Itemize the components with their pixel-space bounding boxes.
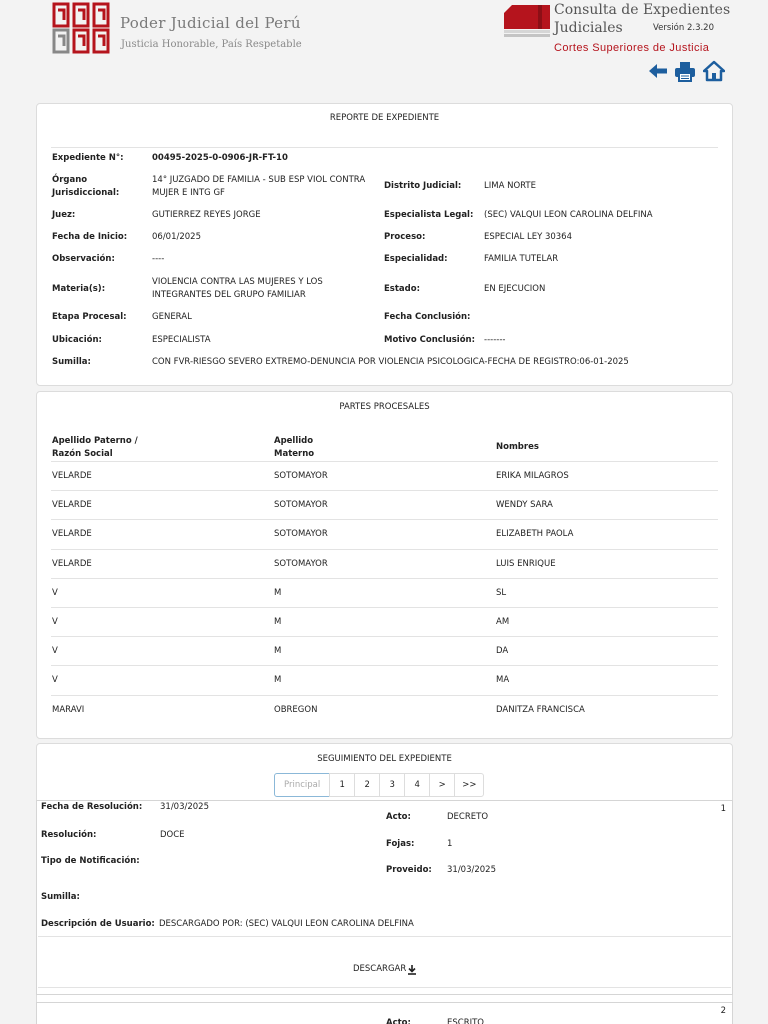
acto-value: DECRETO	[447, 812, 489, 822]
juez-label: Juez:	[52, 210, 76, 220]
page-3[interactable]: 3	[379, 773, 405, 797]
seguimiento-entry-2	[36, 1002, 733, 1024]
cell-nombres: DANITZA FRANCISCA	[496, 704, 585, 715]
cell-apellido-materno: OBREGON	[274, 704, 318, 715]
descripcion-usuario-label: Descripción de Usuario:	[41, 919, 155, 929]
cell-nombres: MA	[496, 675, 510, 686]
page-2[interactable]: 2	[354, 773, 380, 797]
cell-apellido-materno: M	[274, 646, 282, 657]
organo-value: 14° JUZGADO DE FAMILIA - SUB ESP VIOL CONTRA MUJER E INTG GF	[152, 175, 366, 198]
cell-nombres: AM	[496, 617, 510, 627]
cell-apellido-paterno: VELARDE	[52, 500, 92, 511]
juez-value: GUTIERREZ REYES JORGE	[152, 210, 261, 220]
page-last[interactable]: >>	[454, 773, 484, 797]
fojas-label: Fojas:	[386, 839, 415, 849]
home-icon[interactable]	[703, 60, 725, 82]
especialidad-label: Especialidad:	[384, 254, 448, 264]
especialidad-value: FAMILIA TUTELAR	[484, 254, 559, 264]
col-nombres: Nombres	[496, 442, 539, 452]
download-area	[38, 936, 731, 988]
etapa-label: Etapa Procesal:	[52, 312, 127, 322]
materia-value: VIOLENCIA CONTRA LAS MUJERES Y LOS INTEGRANTES DEL GRUPO FAMILIAR	[152, 277, 323, 300]
expediente-label: Expediente N°:	[52, 153, 124, 163]
cortes-superiores-label: Cortes Superiores de Justicia	[554, 42, 710, 54]
app-title-line2: Judiciales	[554, 20, 623, 36]
expediente-value: 00495-2025-0-0906-JR-FT-10	[152, 153, 288, 163]
table-row	[51, 490, 718, 519]
cell-apellido-paterno: MARAVI	[52, 704, 85, 715]
organo-label: Órgano Jurisdiccional:	[52, 175, 120, 198]
fecha-conclusion-label: Fecha Conclusión:	[384, 312, 471, 322]
fojas-value: 1	[447, 839, 453, 849]
table-row	[51, 636, 718, 665]
page-next[interactable]: >	[429, 773, 455, 797]
especialista-value: (SEC) VALQUI LEON CAROLINA DELFINA	[484, 210, 653, 220]
table-row	[51, 519, 718, 548]
app-title-line1: Consulta de Expedientes	[554, 2, 731, 18]
acto-label: Acto:	[386, 812, 411, 822]
page-4[interactable]: 4	[404, 773, 430, 797]
proveido-value: 31/03/2025	[447, 865, 496, 875]
poder-judicial-logo	[52, 2, 110, 54]
resolucion-label: Resolución:	[41, 830, 97, 840]
proceso-value: ESPECIAL LEY 30364	[484, 232, 572, 242]
entry-number: 1	[720, 804, 726, 814]
sumilla-seg-label: Sumilla:	[41, 892, 80, 902]
cell-nombres: DA	[496, 646, 509, 657]
cell-apellido-paterno: V	[52, 587, 58, 598]
print-icon[interactable]	[674, 60, 696, 82]
cell-apellido-paterno: VELARDE	[52, 558, 92, 569]
distrito-label: Distrito Judicial:	[384, 181, 462, 191]
divider	[51, 147, 718, 148]
page-1[interactable]: 1	[329, 773, 355, 797]
motivo-conclusion-label: Motivo Conclusión:	[384, 335, 476, 345]
cell-apellido-materno: M	[274, 617, 282, 627]
sumilla-label: Sumilla:	[52, 357, 91, 367]
ubicacion-label: Ubicación:	[52, 335, 102, 345]
acto-label: Acto:	[386, 1018, 411, 1024]
col-apellido-materno: Apellido Materno	[274, 436, 315, 459]
page-principal[interactable]: Principal	[274, 773, 330, 797]
reporte-panel	[36, 103, 733, 386]
fecha-inicio-value: 06/01/2025	[152, 232, 201, 242]
cell-nombres: WENDY SARA	[496, 500, 553, 511]
fecha-resolucion-label: Fecha de Resolución:	[41, 802, 143, 812]
org-slogan: Justicia Honorable, País Respetable	[121, 39, 302, 50]
cell-nombres: ELIZABETH PAOLA	[496, 529, 574, 540]
col-apellido-paterno: Apellido Paterno / Razón Social	[52, 436, 138, 459]
ubicacion-value: ESPECIALISTA	[152, 335, 211, 345]
cell-apellido-materno: M	[274, 675, 282, 686]
table-row	[51, 607, 718, 636]
sumilla-value: CON FVR-RIESGO SEVERO EXTREMO-DENUNCIA POR VIOLENCIA PSICOLOGICA-FECHA DE REGISTRO:06-01-2025	[152, 357, 629, 367]
table-row	[51, 549, 718, 578]
cell-apellido-paterno: VELARDE	[52, 529, 92, 540]
tipo-notificacion-label: Tipo de Notificación:	[41, 856, 140, 866]
proceso-label: Proceso:	[384, 232, 426, 242]
table-row	[51, 665, 718, 694]
proveido-label: Proveido:	[386, 865, 432, 875]
app-version: Versión 2.3.20	[653, 23, 714, 33]
cell-apellido-paterno: V	[52, 617, 58, 627]
cell-apellido-paterno: V	[52, 646, 58, 657]
descargar-button[interactable]	[353, 962, 417, 975]
org-title: Poder Judicial del Perú	[120, 14, 301, 32]
partes-title: PARTES PROCESALES	[339, 402, 430, 412]
descargar-label: DESCARGAR	[353, 963, 407, 974]
distrito-value: LIMA NORTE	[484, 181, 536, 191]
back-arrow-icon[interactable]	[647, 60, 669, 82]
fecha-resolucion-value: 31/03/2025	[160, 802, 209, 812]
observacion-value: ----	[152, 254, 165, 264]
table-row	[51, 695, 718, 724]
cell-apellido-materno: SOTOMAYOR	[274, 558, 328, 569]
cell-apellido-materno: SOTOMAYOR	[274, 529, 328, 540]
resolucion-value: DOCE	[160, 830, 185, 840]
partes-panel	[36, 391, 733, 739]
cej-logo	[502, 3, 552, 39]
cell-apellido-materno: M	[274, 587, 282, 598]
cell-nombres: SL	[496, 587, 507, 598]
etapa-value: GENERAL	[152, 312, 192, 322]
observacion-label: Observación:	[52, 254, 115, 264]
pagination	[274, 773, 484, 797]
cell-nombres: LUIS ENRIQUE	[496, 558, 556, 569]
cell-apellido-materno: SOTOMAYOR	[274, 500, 328, 511]
table-row	[51, 461, 718, 490]
download-icon	[407, 965, 417, 975]
motivo-conclusion-value: -------	[484, 335, 506, 345]
cell-apellido-paterno: V	[52, 675, 58, 686]
table-row	[51, 578, 718, 607]
cell-apellido-materno: SOTOMAYOR	[274, 471, 328, 481]
descripcion-usuario-value: DESCARGADO POR: (SEC) VALQUI LEON CAROLINA DELFINA	[159, 919, 414, 929]
cell-nombres: ERIKA MILAGROS	[496, 471, 569, 481]
seguimiento-title: SEGUIMIENTO DEL EXPEDIENTE	[317, 754, 452, 764]
materia-label: Materia(s):	[52, 284, 106, 294]
fecha-inicio-label: Fecha de Inicio:	[52, 232, 128, 242]
cell-apellido-paterno: VELARDE	[52, 471, 92, 481]
reporte-title: REPORTE DE EXPEDIENTE	[329, 113, 440, 123]
estado-value: EN EJECUCION	[484, 284, 546, 294]
especialista-label: Especialista Legal:	[384, 210, 474, 220]
acto-value: ESCRITO	[447, 1018, 484, 1024]
estado-label: Estado:	[384, 284, 420, 294]
entry-number: 2	[720, 1006, 726, 1016]
page-header	[0, 0, 768, 100]
